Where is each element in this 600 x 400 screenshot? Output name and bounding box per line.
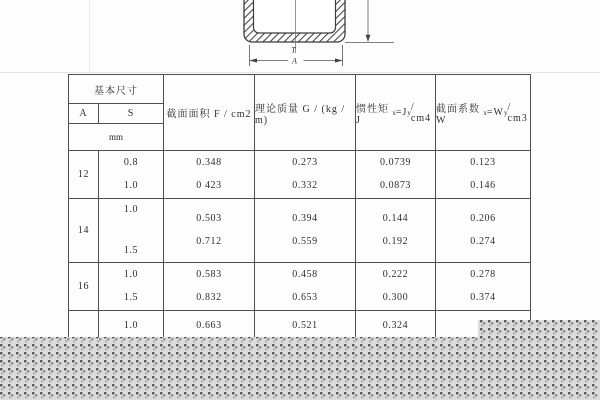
value: 0.146	[470, 180, 496, 191]
value: 0.144	[382, 213, 409, 224]
tube-walls	[244, 0, 345, 42]
header-inertia-post: / cm4	[410, 101, 432, 124]
cell-inertia	[356, 263, 436, 311]
cell-modulus	[436, 263, 531, 311]
value: 0.0873	[379, 180, 412, 191]
value: 0.394	[292, 213, 318, 224]
header-modulus	[436, 75, 531, 151]
value: 1.0	[123, 180, 139, 191]
header-modulus-pre: 截面系数 W	[436, 103, 480, 126]
cell-modulus	[436, 151, 531, 199]
header-inertia-mid: =J	[395, 107, 408, 118]
value: 0.324	[382, 320, 409, 331]
cell-area	[164, 199, 255, 263]
faint-horizontal-artifact-line	[0, 72, 600, 73]
transparency-checker-bottom	[0, 337, 600, 400]
value: 0.503	[196, 213, 222, 224]
header-inertia-sub-y: y	[407, 108, 411, 117]
cell-a	[69, 263, 99, 311]
header-modulus-sub-y: y	[504, 108, 508, 117]
cell-area	[164, 151, 255, 199]
width-label: A	[292, 56, 297, 66]
value: 0.300	[382, 292, 409, 303]
value: 1.0	[123, 269, 139, 280]
header-unit-label: mm	[108, 132, 123, 142]
value: 1.5	[123, 292, 139, 303]
value: 1.0	[123, 320, 139, 331]
value: 0 423	[196, 180, 222, 191]
value: 0.222	[382, 269, 409, 280]
header-inertia	[356, 75, 436, 151]
value: 0.521	[292, 320, 318, 331]
cell-a	[69, 151, 99, 199]
header-modulus-post: / cm3	[507, 101, 528, 124]
value: 0.206	[470, 213, 496, 224]
value: 0.832	[196, 292, 222, 303]
value: 0.192	[382, 236, 409, 247]
value: 0.8	[123, 157, 139, 168]
value: 0.0739	[379, 157, 412, 168]
cell-modulus	[436, 199, 531, 263]
value: 1.0	[123, 204, 139, 215]
header-area-label: 截面面积 F / cm2	[166, 109, 252, 120]
header-col-a-label: A	[79, 108, 88, 119]
cell-a	[69, 199, 99, 263]
header-modulus-sub-x: x	[483, 108, 487, 117]
transparency-checker-notch	[478, 320, 600, 337]
value: 0.278	[470, 269, 496, 280]
thickness-label: T	[291, 45, 296, 55]
value: 0.559	[292, 236, 318, 247]
value: 0.663	[196, 320, 222, 331]
faint-vertical-artifact-line	[89, 0, 90, 72]
header-mass	[255, 75, 356, 151]
value: 0.458	[292, 269, 318, 280]
cell-mass	[255, 151, 356, 199]
cell-mass	[255, 263, 356, 311]
value: 16	[77, 280, 90, 292]
header-col-s-label: S	[127, 108, 135, 119]
header-inertia-sub-x: x	[392, 108, 396, 117]
value: 0.712	[196, 236, 222, 247]
value: 0.332	[292, 180, 318, 191]
header-col-s	[99, 104, 164, 124]
tube-cross-section-diagram	[228, 0, 406, 70]
header-basic-size	[69, 75, 164, 104]
value: 12	[77, 168, 90, 180]
value: 0.653	[292, 292, 318, 303]
value: 0.583	[196, 269, 222, 280]
value: 0.123	[470, 157, 496, 168]
dimension-height	[345, 0, 394, 43]
cell-area	[164, 263, 255, 311]
header-modulus-mid: =W	[486, 107, 504, 118]
value: 1.5	[123, 245, 139, 256]
cell-s	[99, 263, 164, 311]
cell-s	[99, 199, 164, 263]
header-col-a	[69, 104, 99, 124]
header-inertia-pre: 惯性矩 J	[356, 103, 389, 126]
cell-mass	[255, 199, 356, 263]
cell-s	[99, 151, 164, 199]
value: 0.374	[470, 292, 496, 303]
cell-inertia	[356, 151, 436, 199]
value: 0.348	[196, 157, 222, 168]
value: 0.274	[470, 236, 496, 247]
cell-inertia	[356, 199, 436, 263]
header-basic-size-label: 基本尺寸	[94, 85, 138, 97]
value: 14	[77, 224, 90, 236]
header-unit-mm	[69, 124, 164, 151]
value: 0.273	[292, 157, 318, 168]
header-area	[164, 75, 255, 151]
header-mass-label: 理论质量 G / (kg / m)	[255, 103, 346, 126]
